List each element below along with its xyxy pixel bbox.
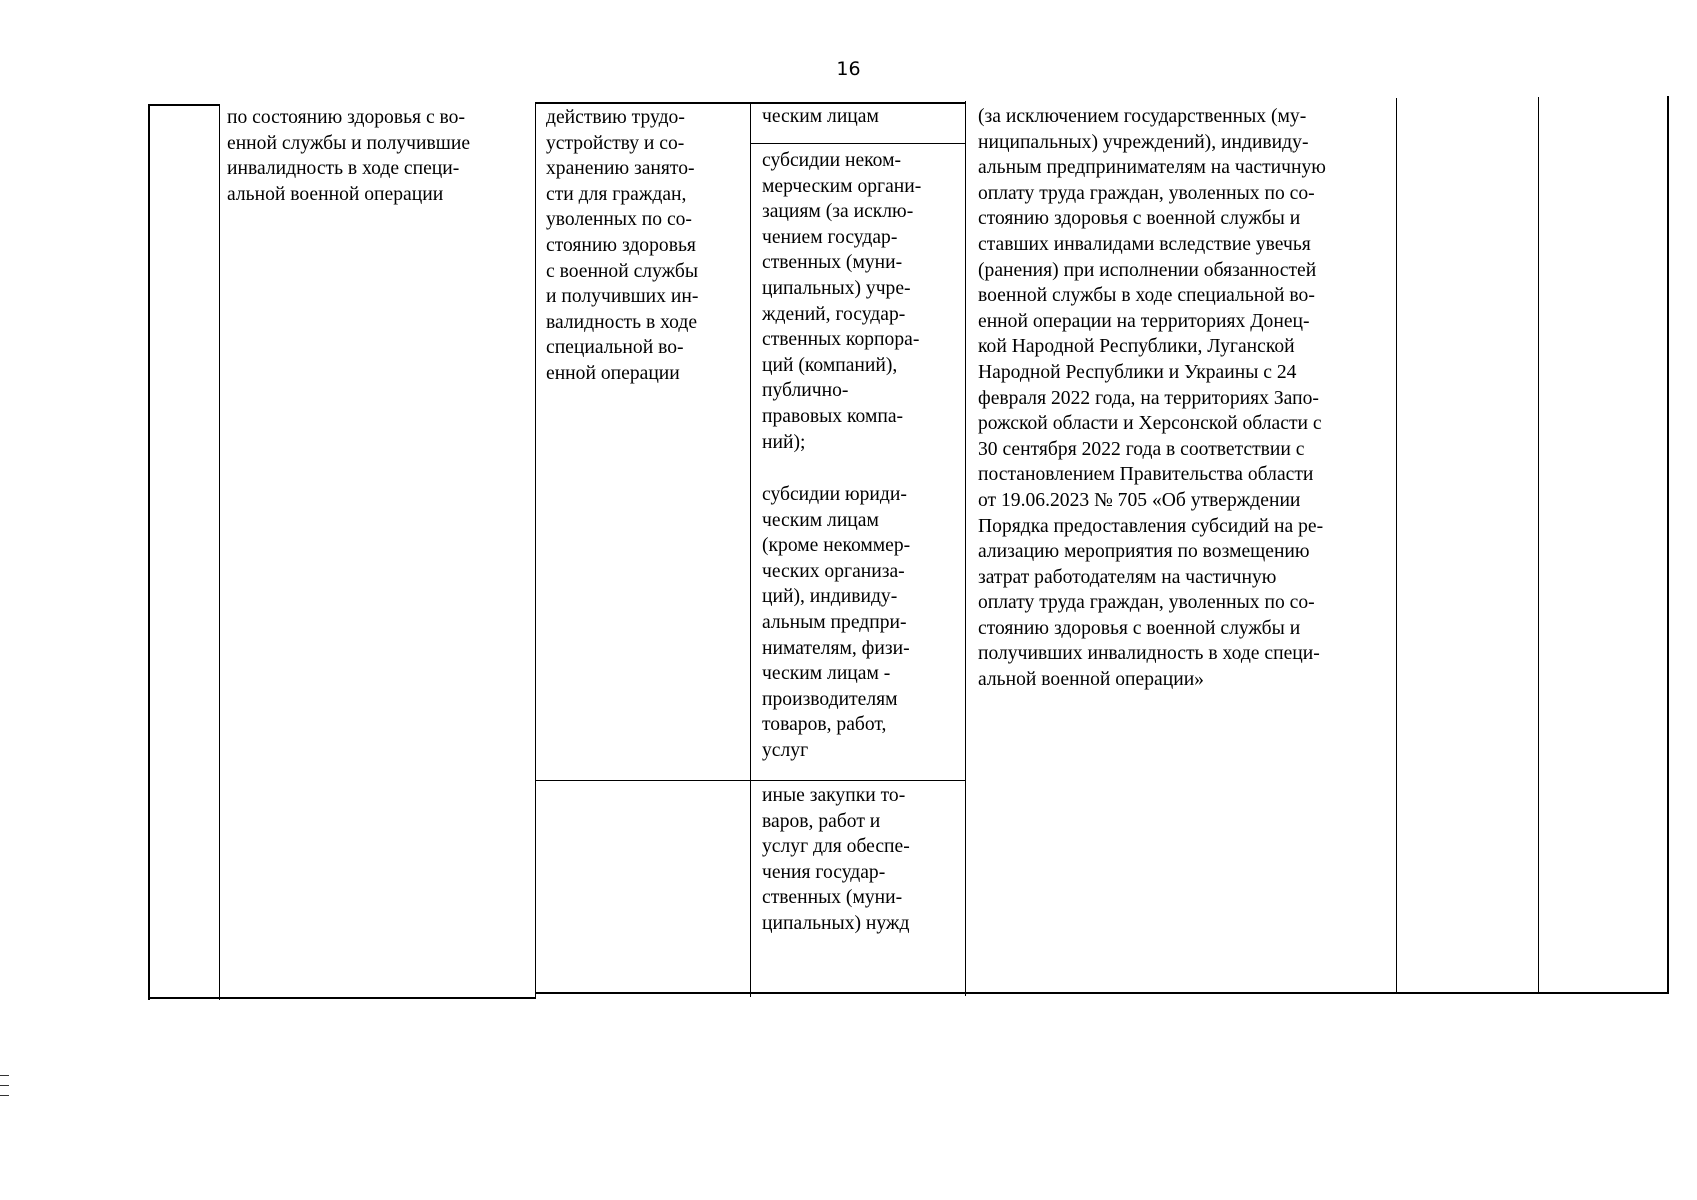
bottom-border-right bbox=[535, 992, 1669, 994]
table-border-right bbox=[1667, 96, 1669, 993]
margin-mark bbox=[0, 1075, 9, 1076]
row-divider-col4-1 bbox=[750, 143, 965, 144]
top-border-col1 bbox=[148, 104, 220, 106]
col-divider-4 bbox=[965, 101, 966, 996]
table-border-left bbox=[148, 105, 150, 1000]
col4-row3-text: иные закупки то- варов, работ и услуг для обеспе- чения государ- ственных (муни- ципальных) нужд bbox=[762, 785, 910, 934]
col-divider-3 bbox=[750, 102, 751, 997]
bottom-border-left bbox=[148, 997, 536, 999]
col3-text: действию трудо- устройству и со- хранению занято- сти для граждан, уволенных по со- стоянию здоровья с военной службы и получивших ин- валидность в ходе специальной во- енной операции bbox=[546, 107, 699, 384]
col4-row2b-text: субсидии юриди- ческим лицам (кроме некоммер- ческих организа- ций), индивиду- альным предпри- нимателям, физи- ческим лицам - производителям товаров, работ, услуг bbox=[762, 484, 911, 761]
row-divider-col3-4 bbox=[535, 780, 965, 781]
col-divider-6 bbox=[1538, 97, 1539, 992]
col-divider-2 bbox=[535, 103, 536, 998]
col4-row2a-text: субсидии неком- мерческим органи- зациям (за исклю- чением государ- ственных (муни- ципальных) учре- ждений, государ- ственных корпора- ций (компаний), публично- правовых компа- ний); bbox=[762, 150, 922, 453]
col5-text: (за исключением государственных (му- ниципальных) учреждений), индивиду- альным предпринимателям на частичную оплату труда граждан, уволенных по со- стоянию здоровья с военной службы и ставших инвалидами вследствие увечья (ранения) при исполнении обязанностей военной службы в ходе специальной во- енной операции на территориях Донец- кой Народной Республики, Луганской Народной Республики и Украины с 24 февраля 2022 года, на территориях Запо- рожской области и Херсонской области с 30 сентября 2022 года в соответствии с постановлением Правительства области от 19.06.2023 № 705 «Об утверждении Порядка предоставления субсидий на ре- ализацию мероприятия по возмещению затрат работодателям на частичную оплату труда граждан, уволенных по со- стоянию здоровья с военной службы и получивших инвалидность в ходе специ- альной военной операции» bbox=[978, 106, 1326, 691]
margin-mark bbox=[0, 1095, 9, 1096]
col2-text: по состоянию здоровья с во- енной службы и получившие инвалидность в ходе специ- альной военной операции bbox=[227, 107, 471, 205]
col4-row1-text: ческим лицам bbox=[762, 106, 879, 127]
page-number: 16 bbox=[836, 58, 861, 80]
col-divider-1 bbox=[219, 105, 220, 1000]
col-divider-5 bbox=[1396, 98, 1397, 993]
margin-mark bbox=[0, 1085, 9, 1086]
